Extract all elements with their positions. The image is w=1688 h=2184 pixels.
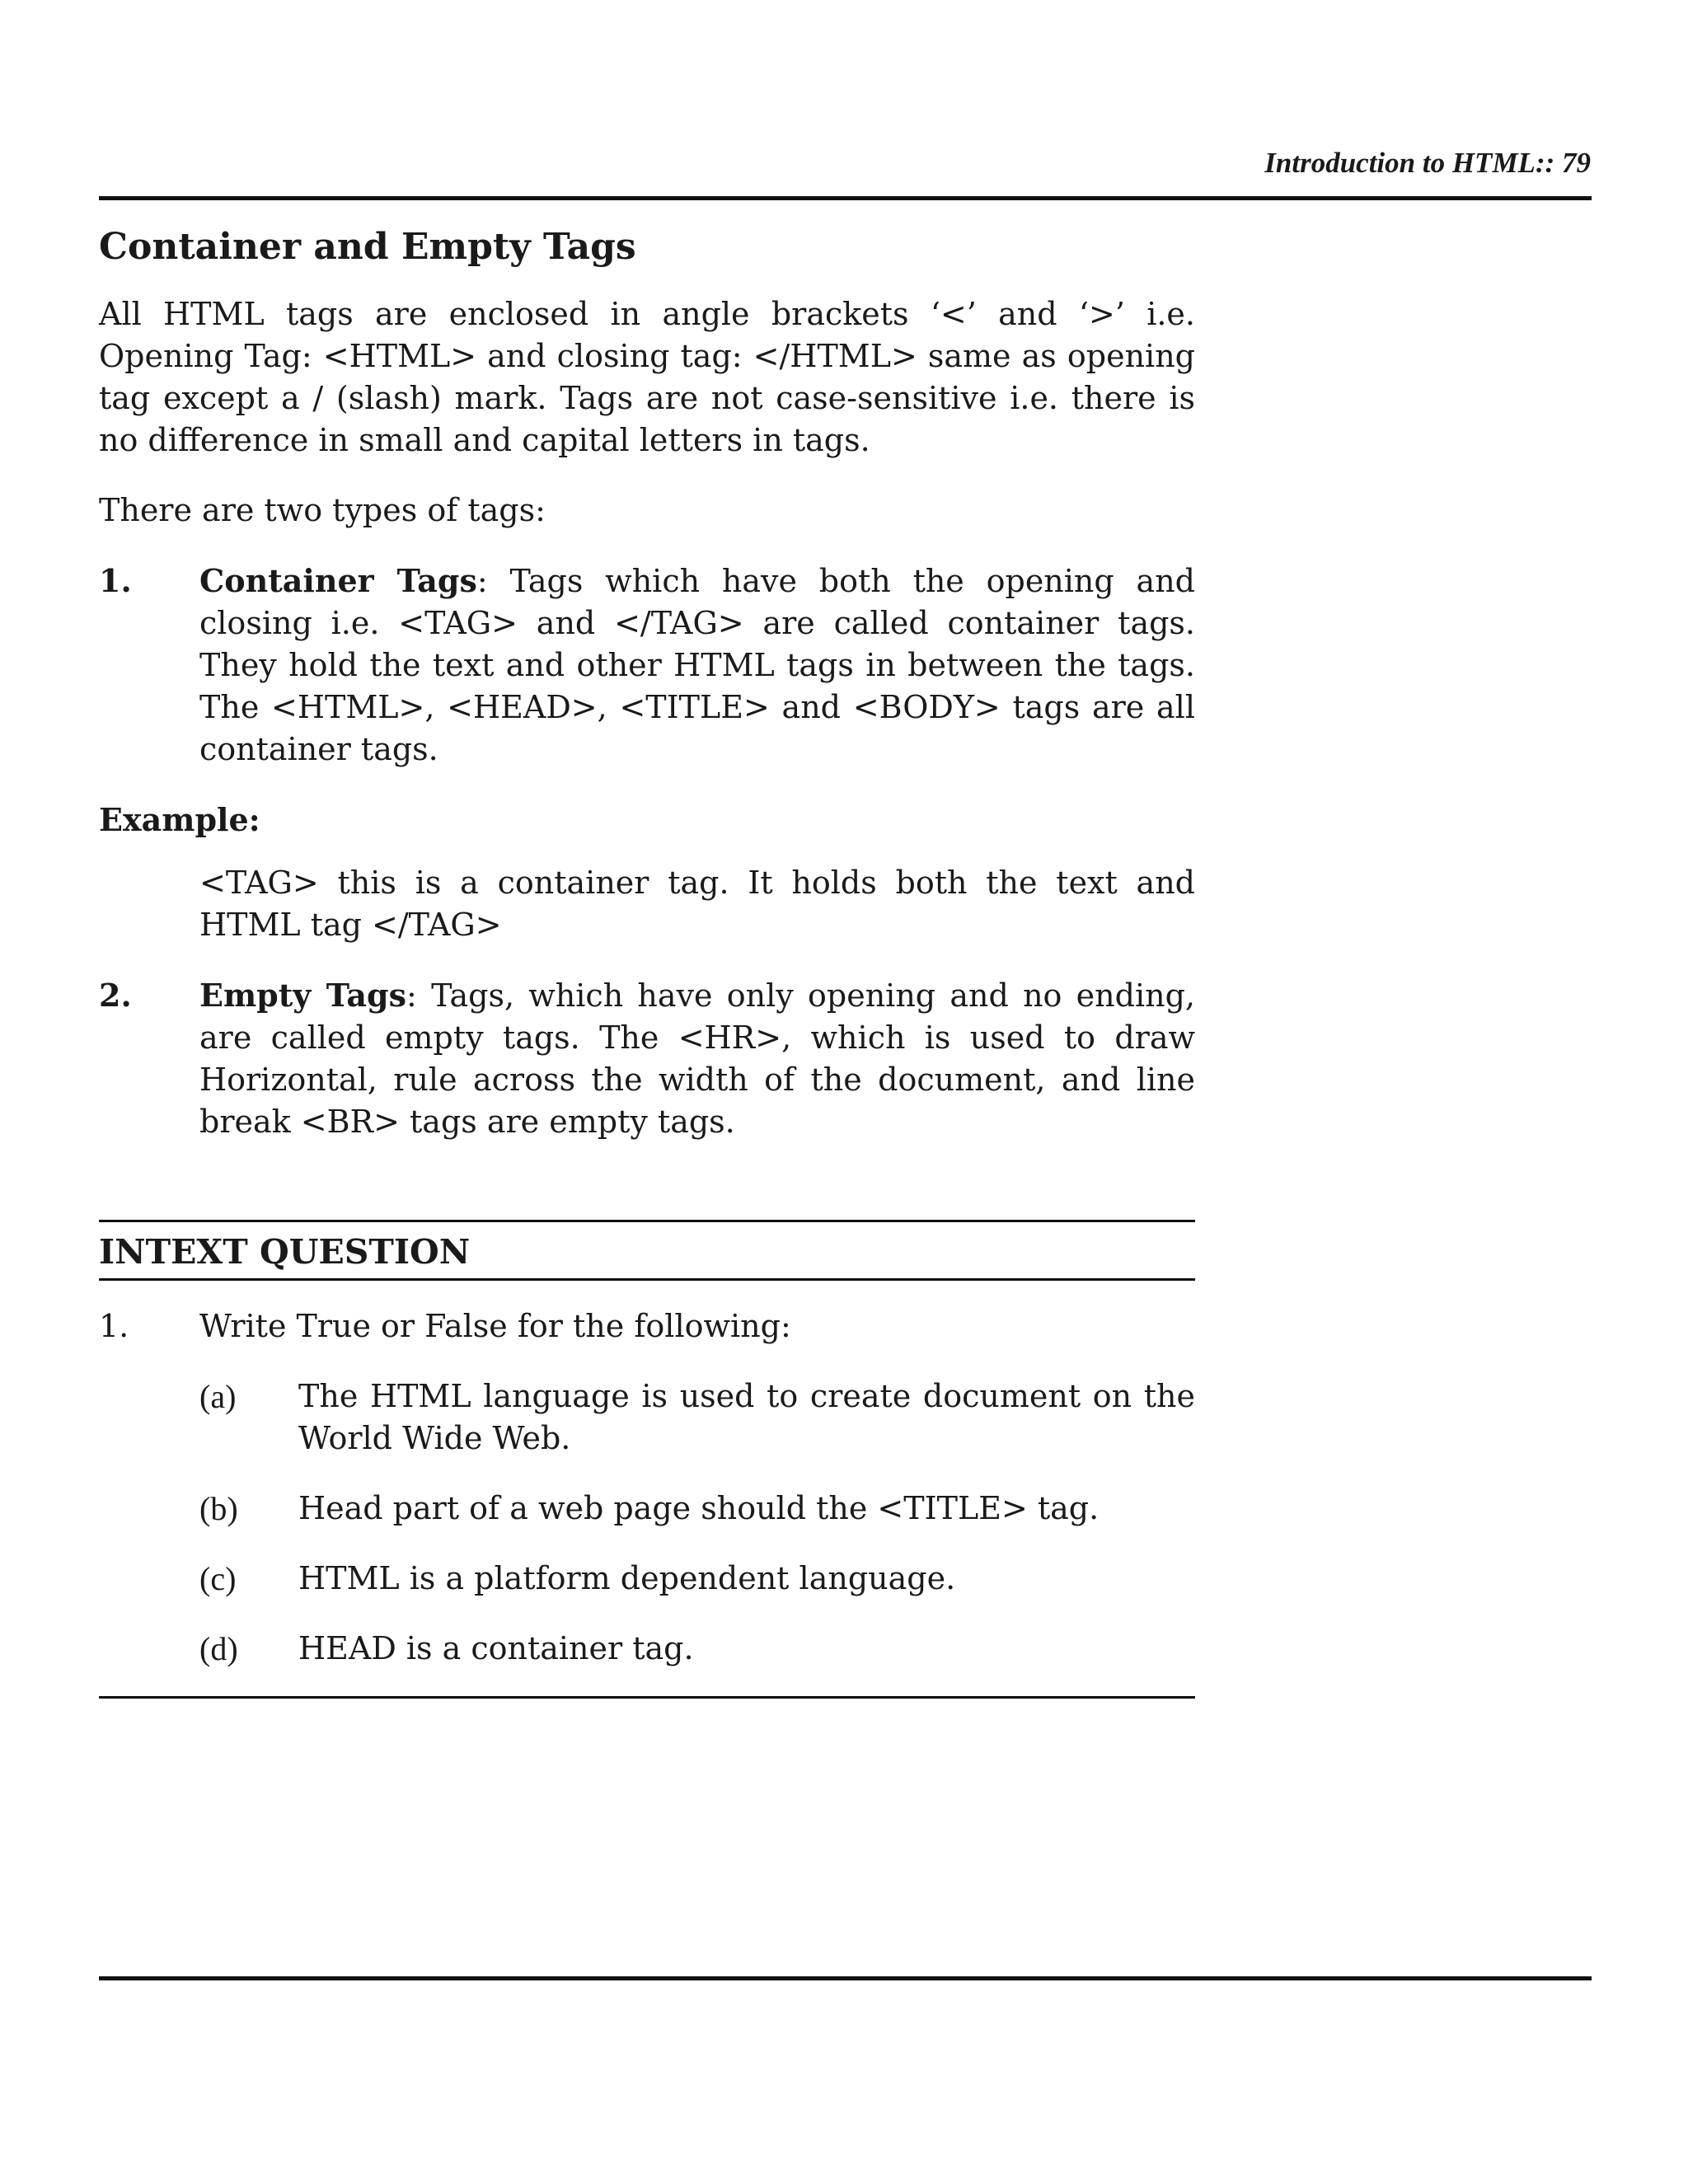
list-number: 2. <box>99 977 132 1014</box>
option-text: Head part of a web page should the <TITLE> tag. <box>298 1490 1100 1526</box>
question-text: Write True or False for the following: <box>199 1308 791 1344</box>
option-text: The HTML language is used to create document on the World Wide Web. <box>298 1378 1195 1456</box>
example-label: Example: <box>99 801 260 838</box>
list-item-text: : Tags which have both the opening and closing i.e. <TAG> and </TAG> are called container tags. They hold the text and other HTML tags in between the tags. The <HTML>, <HEAD>, <TITLE> and <BODY> tags are all container tags. <box>199 563 1196 767</box>
intext-title-rule <box>99 1278 1195 1281</box>
example-text: <TAG> this is a container tag. It holds both the text and HTML tag </TAG> <box>199 865 1195 943</box>
list-item-text: : Tags, which have only opening and no ending, are called empty tags. The <HR>, which is used to draw Horizontal, rule across the width of the document, and line break <BR> tags are empty tags. <box>199 977 1195 1140</box>
list-item-body <box>199 560 1195 771</box>
list-item-container-tags <box>99 560 1195 771</box>
option-b <box>199 1488 1195 1530</box>
term-container-tags: Container Tags <box>199 562 477 599</box>
intext-bottom-rule <box>99 1696 1195 1699</box>
option-label: (c) <box>199 1560 237 1597</box>
list-item-empty-tags <box>99 974 1195 1143</box>
footer-rule <box>99 1976 1592 1980</box>
list-item-body <box>199 974 1195 1143</box>
option-label: (b) <box>199 1490 238 1527</box>
question-row <box>99 1305 1195 1347</box>
section-title: Container and Empty Tags <box>99 226 636 268</box>
option-d <box>199 1628 1195 1670</box>
intext-title: INTEXT QUESTION <box>99 1232 471 1272</box>
option-a <box>199 1376 1195 1460</box>
term-empty-tags: Empty Tags <box>199 977 407 1014</box>
option-text: HEAD is a container tag. <box>298 1630 694 1666</box>
option-label: (a) <box>199 1378 237 1415</box>
header-rule <box>99 196 1592 200</box>
option-label: (d) <box>199 1630 238 1667</box>
intro-paragraph: All HTML tags are enclosed in angle brackets ‘<’ and ‘>’ i.e. Opening Tag: <HTML> and closing tag: </HTML> same as opening tag except a / (slash) mark. Tags are not case-sensitive i.e. there is no difference in small and capital letters in tags. <box>99 296 1195 458</box>
list-number: 1. <box>99 562 132 599</box>
types-intro: There are two types of tags: <box>99 492 546 528</box>
question-options <box>99 1376 1195 1670</box>
running-head: Introduction to HTML:: 79 <box>1264 147 1591 179</box>
option-c <box>199 1558 1195 1600</box>
option-text: HTML is a platform dependent language. <box>298 1560 956 1596</box>
main-content <box>99 224 1195 1171</box>
intext-question-box <box>99 1220 1195 1699</box>
question-number: 1. <box>99 1308 129 1344</box>
